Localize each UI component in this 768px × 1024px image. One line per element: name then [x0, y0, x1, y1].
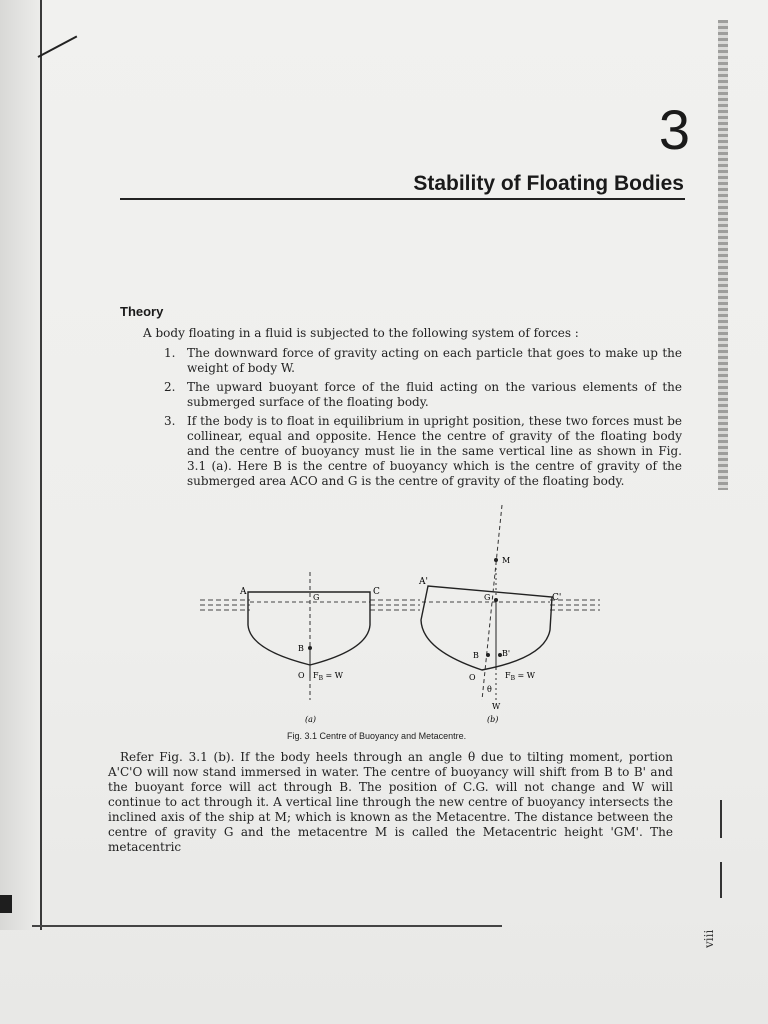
- list-number: 2.: [164, 380, 176, 394]
- point-m-b: [494, 558, 498, 562]
- label-g: G: [313, 593, 320, 602]
- right-page-edge: [718, 20, 728, 490]
- label-o-b: O: [469, 673, 476, 682]
- force-list: [160, 346, 682, 493]
- list-number: 1.: [164, 346, 176, 360]
- figure-caption: Fig. 3.1 Centre of Buoyancy and Metacentre.: [287, 731, 467, 741]
- list-item: [160, 380, 682, 410]
- list-item: [160, 346, 682, 376]
- water-surface-b: [422, 600, 600, 610]
- hull-a: [248, 592, 370, 665]
- list-text: If the body is to float in equilibrium in upright position, these two forces must be collinear, equal and opposite. Hence the centre of gravity of the floating body and the centre of buoyancy must lie in the same vertical line as shown in Fig. 3.1 (a). Here B is the centre of buoyancy which is the centre of gravity of the submerged area ACO and G is the centre of gravity of the floating body.: [187, 414, 682, 488]
- list-number: 3.: [164, 414, 176, 428]
- list-text: The upward buoyant force of the fluid acting on the various elements of the submerged surface of the floating body.: [187, 380, 682, 409]
- point-b-a: [308, 646, 312, 650]
- bottom-rule: [32, 925, 502, 927]
- force-label-b: $F_B = W$: [505, 671, 535, 682]
- sub-label-a: (a): [305, 715, 317, 724]
- body-paragraph: Refer Fig. 3.1 (b). If the body heels through an angle θ due to tilting moment, portion A'C'O will now stand immersed in water. The centre of buoyancy will shift from B to B' and the buoyant force will act through B. The position of C.G. will not change and W will continue to act through it. A vertical line through the new centre of buoyancy intersects the inclined axis of the ship at M; which is known as the Metacentre. The distance between the centre of gravity G and the metacentre M is called the Metacentric height 'GM'. The metacentric: [108, 750, 673, 854]
- page-number: viii: [702, 929, 716, 948]
- pen-mark: [38, 35, 78, 57]
- label-o: O: [298, 671, 305, 680]
- page-binding-edge: [0, 0, 42, 930]
- label-b: B: [298, 644, 304, 653]
- buoyancy-figure: [190, 500, 610, 725]
- label-w: W: [492, 702, 501, 711]
- label-b-prime: B': [502, 649, 511, 658]
- list-item: [160, 414, 682, 489]
- label-c-prime: C': [552, 593, 562, 603]
- edge-dash: [720, 862, 722, 898]
- label-c: C: [373, 587, 380, 597]
- section-heading: Theory: [120, 304, 164, 319]
- list-text: The downward force of gravity acting on each particle that goes to make up the weight of body W.: [187, 346, 682, 375]
- intro-text: A body floating in a fluid is subjected to the following system of forces :: [143, 326, 579, 340]
- sub-label-b: (b): [487, 715, 499, 724]
- edge-dash: [720, 800, 722, 838]
- chapter-title: Stability of Floating Bodies: [413, 172, 684, 195]
- label-g-b: G: [484, 593, 491, 602]
- point-b-b: [486, 653, 490, 657]
- label-m: M: [502, 556, 511, 565]
- force-label-a: $F_B = W$: [313, 671, 343, 682]
- label-theta: θ: [487, 685, 492, 694]
- title-rule: [120, 198, 685, 200]
- label-a-prime: A': [419, 577, 428, 587]
- point-g-b: [494, 598, 498, 602]
- label-a: A: [240, 587, 247, 597]
- edge-mark: [0, 895, 12, 913]
- label-b-b: B: [473, 651, 479, 660]
- chapter-number: 3: [658, 98, 690, 161]
